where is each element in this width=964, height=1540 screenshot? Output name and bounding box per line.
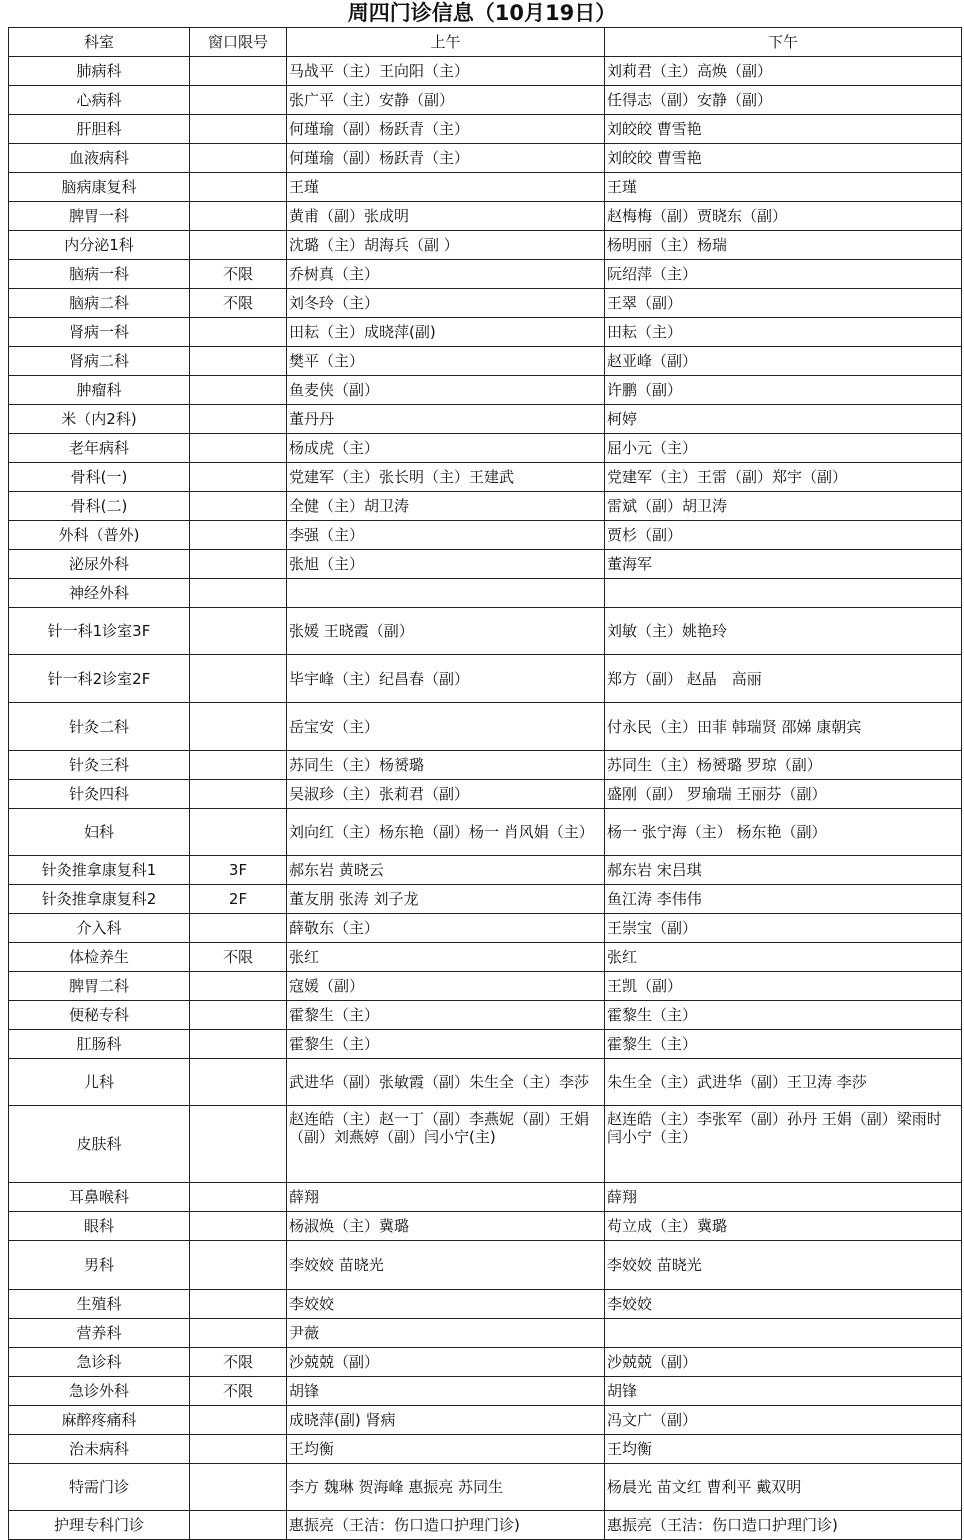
cell-department: 体检养生 — [9, 943, 190, 972]
cell-morning: 尹薇 — [287, 1319, 605, 1348]
cell-morning: 田耘（主）成晓萍(副) — [287, 318, 605, 347]
cell-morning: 张红 — [287, 943, 605, 972]
cell-morning: 党建军（主）张长明（主）王建武 — [287, 463, 605, 492]
cell-department: 特需门诊 — [9, 1464, 190, 1511]
cell-morning: 全健（主）胡卫涛 — [287, 492, 605, 521]
cell-window-limit — [190, 202, 287, 231]
cell-department: 护理专科门诊 — [9, 1511, 190, 1540]
table-row — [9, 1406, 962, 1435]
cell-window-limit — [190, 376, 287, 405]
cell-window-limit: 3F — [190, 856, 287, 885]
table-row — [9, 856, 962, 885]
cell-afternoon: 王凯（副） — [605, 972, 962, 1001]
table-row — [9, 86, 962, 115]
cell-morning: 乔树真（主） — [287, 260, 605, 289]
cell-morning: 苏同生（主）杨赟璐 — [287, 751, 605, 780]
table-row — [9, 57, 962, 86]
cell-afternoon: 朱生全（主）武进华（副）王卫涛 李莎 — [605, 1059, 962, 1106]
table-row — [9, 1290, 962, 1319]
cell-afternoon: 杨明丽（主）杨瑞 — [605, 231, 962, 260]
cell-department: 麻醉疼痛科 — [9, 1406, 190, 1435]
cell-department: 肝胆科 — [9, 115, 190, 144]
cell-afternoon: 杨晨光 苗文红 曹利平 戴双明 — [605, 1464, 962, 1511]
table-row — [9, 809, 962, 856]
cell-department: 肾病二科 — [9, 347, 190, 376]
cell-afternoon: 薛翔 — [605, 1183, 962, 1212]
cell-morning: 寇媛（副） — [287, 972, 605, 1001]
table-row — [9, 1183, 962, 1212]
cell-morning: 何瑾瑜（副）杨跃青（主） — [287, 115, 605, 144]
table-row — [9, 914, 962, 943]
header-morning: 上午 — [287, 28, 605, 57]
cell-department: 骨科(二) — [9, 492, 190, 521]
cell-department: 针一科1诊室3F — [9, 608, 190, 655]
cell-window-limit — [190, 1001, 287, 1030]
cell-window-limit — [190, 1319, 287, 1348]
cell-afternoon: 王瑾 — [605, 173, 962, 202]
table-row — [9, 751, 962, 780]
cell-department: 便秘专科 — [9, 1001, 190, 1030]
cell-afternoon: 阮绍萍（主） — [605, 260, 962, 289]
cell-window-limit — [190, 521, 287, 550]
cell-morning: 黄甫（副）张成明 — [287, 202, 605, 231]
cell-morning: 樊平（主） — [287, 347, 605, 376]
cell-morning: 郝东岩 黄晓云 — [287, 856, 605, 885]
cell-window-limit — [190, 1511, 287, 1540]
table-row — [9, 289, 962, 318]
cell-window-limit — [190, 1435, 287, 1464]
cell-morning: 李方 魏琳 贺海峰 惠振亮 苏同生 — [287, 1464, 605, 1511]
cell-window-limit — [190, 1290, 287, 1319]
table-row — [9, 1464, 962, 1511]
cell-morning: 何瑾瑜（副）杨跃青（主） — [287, 144, 605, 173]
cell-afternoon: 付永民（主）田菲 韩瑞贤 邵娣 康朝宾 — [605, 703, 962, 751]
table-row — [9, 115, 962, 144]
cell-morning: 薛敬东（主） — [287, 914, 605, 943]
cell-afternoon — [605, 1319, 962, 1348]
cell-afternoon: 田耘（主） — [605, 318, 962, 347]
cell-window-limit — [190, 972, 287, 1001]
table-row — [9, 780, 962, 809]
cell-afternoon — [605, 579, 962, 608]
cell-window-limit — [190, 608, 287, 655]
cell-window-limit — [190, 434, 287, 463]
cell-window-limit: 2F — [190, 885, 287, 914]
cell-afternoon: 王均衡 — [605, 1435, 962, 1464]
cell-department: 皮肤科 — [9, 1106, 190, 1183]
cell-afternoon: 柯婷 — [605, 405, 962, 434]
cell-department: 针灸三科 — [9, 751, 190, 780]
table-row — [9, 521, 962, 550]
cell-department: 耳鼻喉科 — [9, 1183, 190, 1212]
cell-department: 肾病一科 — [9, 318, 190, 347]
cell-window-limit — [190, 231, 287, 260]
cell-afternoon: 苏同生（主）杨赟璐 罗琼（副） — [605, 751, 962, 780]
cell-department: 米（内2科) — [9, 405, 190, 434]
cell-afternoon: 鱼江涛 李伟伟 — [605, 885, 962, 914]
cell-morning: 鱼麦侠（副） — [287, 376, 605, 405]
table-row — [9, 655, 962, 703]
cell-window-limit — [190, 86, 287, 115]
cell-department: 治未病科 — [9, 1435, 190, 1464]
cell-morning: 张广平（主）安静（副） — [287, 86, 605, 115]
cell-afternoon: 屈小元（主） — [605, 434, 962, 463]
cell-afternoon: 刘莉君（主）高焕（副） — [605, 57, 962, 86]
cell-window-limit — [190, 579, 287, 608]
cell-afternoon: 李姣姣 苗晓光 — [605, 1241, 962, 1290]
cell-afternoon: 冯文广（副） — [605, 1406, 962, 1435]
cell-morning: 杨成虎（主） — [287, 434, 605, 463]
cell-morning: 沙兢兢（副） — [287, 1348, 605, 1377]
clinic-schedule-table — [8, 27, 962, 1540]
cell-department: 老年病科 — [9, 434, 190, 463]
cell-window-limit — [190, 1464, 287, 1511]
cell-department: 介入科 — [9, 914, 190, 943]
table-row — [9, 347, 962, 376]
cell-department: 脾胃二科 — [9, 972, 190, 1001]
cell-afternoon: 党建军（主）王雷（副）郑宇（副） — [605, 463, 962, 492]
cell-morning: 张旭（主） — [287, 550, 605, 579]
cell-window-limit — [190, 144, 287, 173]
table-row — [9, 1059, 962, 1106]
cell-department: 急诊科 — [9, 1348, 190, 1377]
table-row — [9, 492, 962, 521]
cell-window-limit — [190, 347, 287, 376]
cell-department: 男科 — [9, 1241, 190, 1290]
cell-afternoon: 张红 — [605, 943, 962, 972]
cell-afternoon: 赵梅梅（副）贾晓东（副） — [605, 202, 962, 231]
cell-morning: 毕宇峰（主）纪昌春（副） — [287, 655, 605, 703]
table-row — [9, 1106, 962, 1183]
table-row — [9, 463, 962, 492]
cell-afternoon: 郝东岩 宋吕琪 — [605, 856, 962, 885]
cell-department: 急诊外科 — [9, 1377, 190, 1406]
cell-department: 骨科(一) — [9, 463, 190, 492]
cell-department: 肛肠科 — [9, 1030, 190, 1059]
cell-window-limit: 不限 — [190, 943, 287, 972]
cell-window-limit — [190, 1406, 287, 1435]
cell-afternoon: 赵亚峰（副） — [605, 347, 962, 376]
cell-afternoon: 王崇宝（副） — [605, 914, 962, 943]
cell-window-limit — [190, 405, 287, 434]
cell-window-limit — [190, 57, 287, 86]
table-header-row — [9, 28, 962, 57]
table-row — [9, 1319, 962, 1348]
cell-morning: 王瑾 — [287, 173, 605, 202]
table-row — [9, 1001, 962, 1030]
table-row — [9, 260, 962, 289]
cell-morning: 成晓萍(副) 肾病 — [287, 1406, 605, 1435]
cell-window-limit — [190, 809, 287, 856]
table-row — [9, 1241, 962, 1290]
cell-department: 针灸二科 — [9, 703, 190, 751]
cell-morning: 李姣姣 苗晓光 — [287, 1241, 605, 1290]
cell-afternoon: 惠振亮（王洁：伤口造口护理门诊) — [605, 1511, 962, 1540]
page-title: 周四门诊信息（10月19日） — [347, 1, 617, 25]
header-department: 科室 — [9, 28, 190, 57]
cell-morning: 刘向红（主）杨东艳（副）杨一 肖风娟（主） — [287, 809, 605, 856]
cell-window-limit — [190, 173, 287, 202]
cell-morning: 李姣姣 — [287, 1290, 605, 1319]
cell-window-limit — [190, 463, 287, 492]
cell-morning: 马战平（主）王向阳（主） — [287, 57, 605, 86]
cell-morning: 岳宝安（主） — [287, 703, 605, 751]
table-row — [9, 405, 962, 434]
cell-window-limit — [190, 1183, 287, 1212]
cell-morning: 李强（主） — [287, 521, 605, 550]
table-row — [9, 972, 962, 1001]
cell-department: 生殖科 — [9, 1290, 190, 1319]
cell-window-limit — [190, 780, 287, 809]
cell-morning — [287, 579, 605, 608]
cell-department: 神经外科 — [9, 579, 190, 608]
cell-department: 肿瘤科 — [9, 376, 190, 405]
table-row — [9, 1212, 962, 1241]
table-row — [9, 144, 962, 173]
cell-window-limit — [190, 1059, 287, 1106]
cell-window-limit — [190, 115, 287, 144]
table-row — [9, 231, 962, 260]
cell-morning: 武进华（副）张敏霞（副）朱生全（主）李莎 — [287, 1059, 605, 1106]
table-row — [9, 885, 962, 914]
cell-department: 脑病康复科 — [9, 173, 190, 202]
cell-morning: 薛翔 — [287, 1183, 605, 1212]
table-row — [9, 1348, 962, 1377]
cell-afternoon: 王翠（副） — [605, 289, 962, 318]
table-row — [9, 1377, 962, 1406]
cell-afternoon: 刘敏（主）姚艳玲 — [605, 608, 962, 655]
table-row — [9, 434, 962, 463]
cell-window-limit — [190, 1212, 287, 1241]
table-row — [9, 202, 962, 231]
table-row — [9, 608, 962, 655]
cell-window-limit — [190, 492, 287, 521]
cell-morning: 刘冬玲（主） — [287, 289, 605, 318]
cell-window-limit: 不限 — [190, 1377, 287, 1406]
cell-department: 脾胃一科 — [9, 202, 190, 231]
cell-window-limit — [190, 751, 287, 780]
cell-window-limit — [190, 914, 287, 943]
table-row — [9, 173, 962, 202]
cell-afternoon: 任得志（副）安静（副） — [605, 86, 962, 115]
cell-morning: 张媛 王晓霞（副） — [287, 608, 605, 655]
table-row — [9, 318, 962, 347]
cell-department: 妇科 — [9, 809, 190, 856]
cell-morning: 霍黎生（主） — [287, 1001, 605, 1030]
cell-department: 血液病科 — [9, 144, 190, 173]
cell-department: 眼科 — [9, 1212, 190, 1241]
cell-afternoon: 赵连皓（主）李张军（副）孙丹 王娟（副）梁雨时 闫小宁（主） — [605, 1106, 962, 1183]
cell-department: 针灸四科 — [9, 780, 190, 809]
cell-department: 泌尿外科 — [9, 550, 190, 579]
cell-window-limit — [190, 318, 287, 347]
table-row — [9, 1435, 962, 1464]
cell-morning: 吴淑珍（主）张莉君（副） — [287, 780, 605, 809]
cell-window-limit: 不限 — [190, 289, 287, 318]
cell-department: 营养科 — [9, 1319, 190, 1348]
cell-afternoon: 雷斌（副）胡卫涛 — [605, 492, 962, 521]
cell-morning: 董丹丹 — [287, 405, 605, 434]
table-row — [9, 1030, 962, 1059]
cell-department: 针灸推拿康复科2 — [9, 885, 190, 914]
cell-afternoon: 沙兢兢（副） — [605, 1348, 962, 1377]
cell-window-limit — [190, 1030, 287, 1059]
cell-morning: 王均衡 — [287, 1435, 605, 1464]
cell-afternoon: 贾杉（副） — [605, 521, 962, 550]
table-row — [9, 376, 962, 405]
cell-department: 肺病科 — [9, 57, 190, 86]
cell-department: 脑病二科 — [9, 289, 190, 318]
cell-afternoon: 胡锋 — [605, 1377, 962, 1406]
cell-window-limit: 不限 — [190, 260, 287, 289]
cell-morning: 沈璐（主）胡海兵（副 ） — [287, 231, 605, 260]
cell-afternoon: 刘皎皎 曹雪艳 — [605, 144, 962, 173]
cell-afternoon: 杨一 张宁海（主） 杨东艳（副） — [605, 809, 962, 856]
cell-department: 儿科 — [9, 1059, 190, 1106]
table-row — [9, 943, 962, 972]
table-row — [9, 579, 962, 608]
cell-department: 内分泌1科 — [9, 231, 190, 260]
cell-window-limit: 不限 — [190, 1348, 287, 1377]
cell-window-limit — [190, 703, 287, 751]
cell-afternoon: 郑方（副） 赵晶 高丽 — [605, 655, 962, 703]
cell-morning: 霍黎生（主） — [287, 1030, 605, 1059]
cell-afternoon: 董海军 — [605, 550, 962, 579]
table-row — [9, 550, 962, 579]
cell-morning: 赵连皓（主）赵一丁（副）李燕妮（副）王娟（副）刘燕婷（副）闫小宁(主) — [287, 1106, 605, 1183]
cell-afternoon: 霍黎生（主） — [605, 1030, 962, 1059]
cell-department: 脑病一科 — [9, 260, 190, 289]
cell-department: 针灸推拿康复科1 — [9, 856, 190, 885]
cell-afternoon: 霍黎生（主） — [605, 1001, 962, 1030]
cell-morning: 董友朋 张涛 刘子龙 — [287, 885, 605, 914]
cell-afternoon: 李姣姣 — [605, 1290, 962, 1319]
cell-afternoon: 盛刚（副） 罗瑜瑞 王丽芬（副） — [605, 780, 962, 809]
table-row — [9, 1511, 962, 1540]
cell-afternoon: 许鹏（副） — [605, 376, 962, 405]
cell-department: 外科（普外) — [9, 521, 190, 550]
cell-morning: 惠振亮（王洁：伤口造口护理门诊) — [287, 1511, 605, 1540]
table-body — [9, 57, 962, 1540]
cell-window-limit — [190, 1106, 287, 1183]
cell-department: 针一科2诊室2F — [9, 655, 190, 703]
cell-afternoon: 苟立成（主）冀璐 — [605, 1212, 962, 1241]
cell-morning: 杨淑焕（主）冀璐 — [287, 1212, 605, 1241]
header-window-limit: 窗口限号 — [190, 28, 287, 57]
header-afternoon: 下午 — [605, 28, 962, 57]
cell-window-limit — [190, 1241, 287, 1290]
cell-department: 心病科 — [9, 86, 190, 115]
cell-window-limit — [190, 550, 287, 579]
cell-afternoon: 刘皎皎 曹雪艳 — [605, 115, 962, 144]
table-row — [9, 703, 962, 751]
cell-morning: 胡锋 — [287, 1377, 605, 1406]
cell-window-limit — [190, 655, 287, 703]
